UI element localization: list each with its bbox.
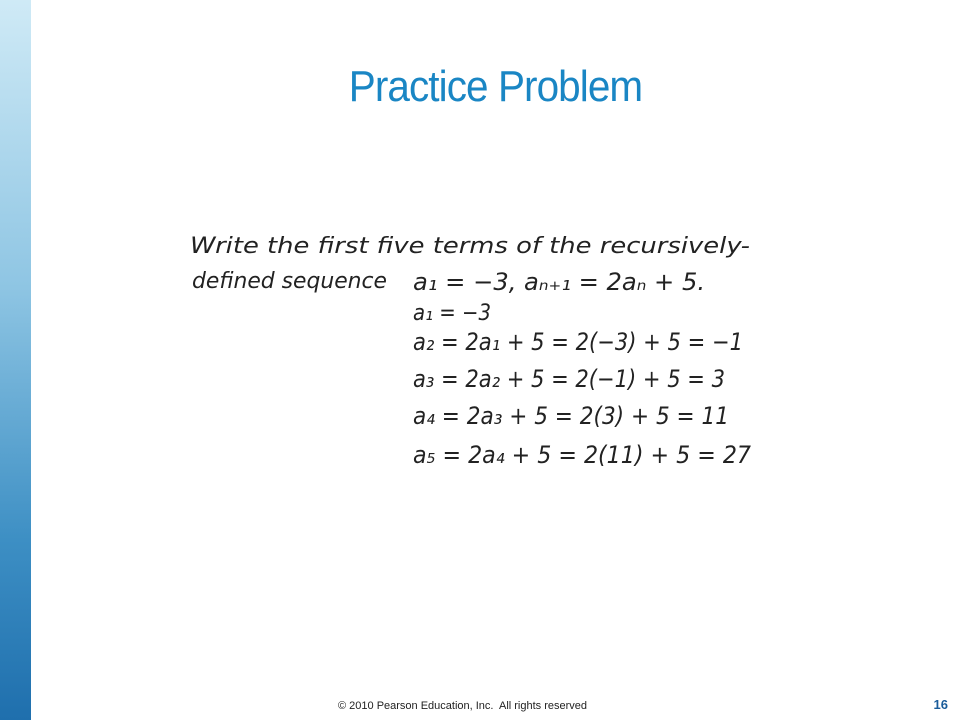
step-a2: a₂ = 2a₁ + 5 = 2(−3) + 5 = −1: [413, 328, 743, 356]
prompt-line-2: defined sequence: [192, 269, 387, 294]
page-number: 16: [933, 697, 948, 712]
step-a4: a₄ = 2a₃ + 5 = 2(3) + 5 = 11: [413, 402, 729, 430]
sequence-definition: a₁ = −3, aₙ₊₁ = 2aₙ + 5.: [413, 268, 705, 296]
step-a5: a₅ = 2a₄ + 5 = 2(11) + 5 = 27: [413, 441, 752, 469]
prompt-line-1: Write the first five terms of the recursively-: [190, 234, 751, 259]
copyright-notice: © 2010 Pearson Education, Inc. All rights reserved: [338, 700, 588, 712]
step-a1: a₁ = −3: [413, 301, 491, 326]
slide-title: Practice Problem: [348, 62, 643, 111]
step-a3: a₃ = 2a₂ + 5 = 2(−1) + 5 = 3: [413, 365, 725, 393]
